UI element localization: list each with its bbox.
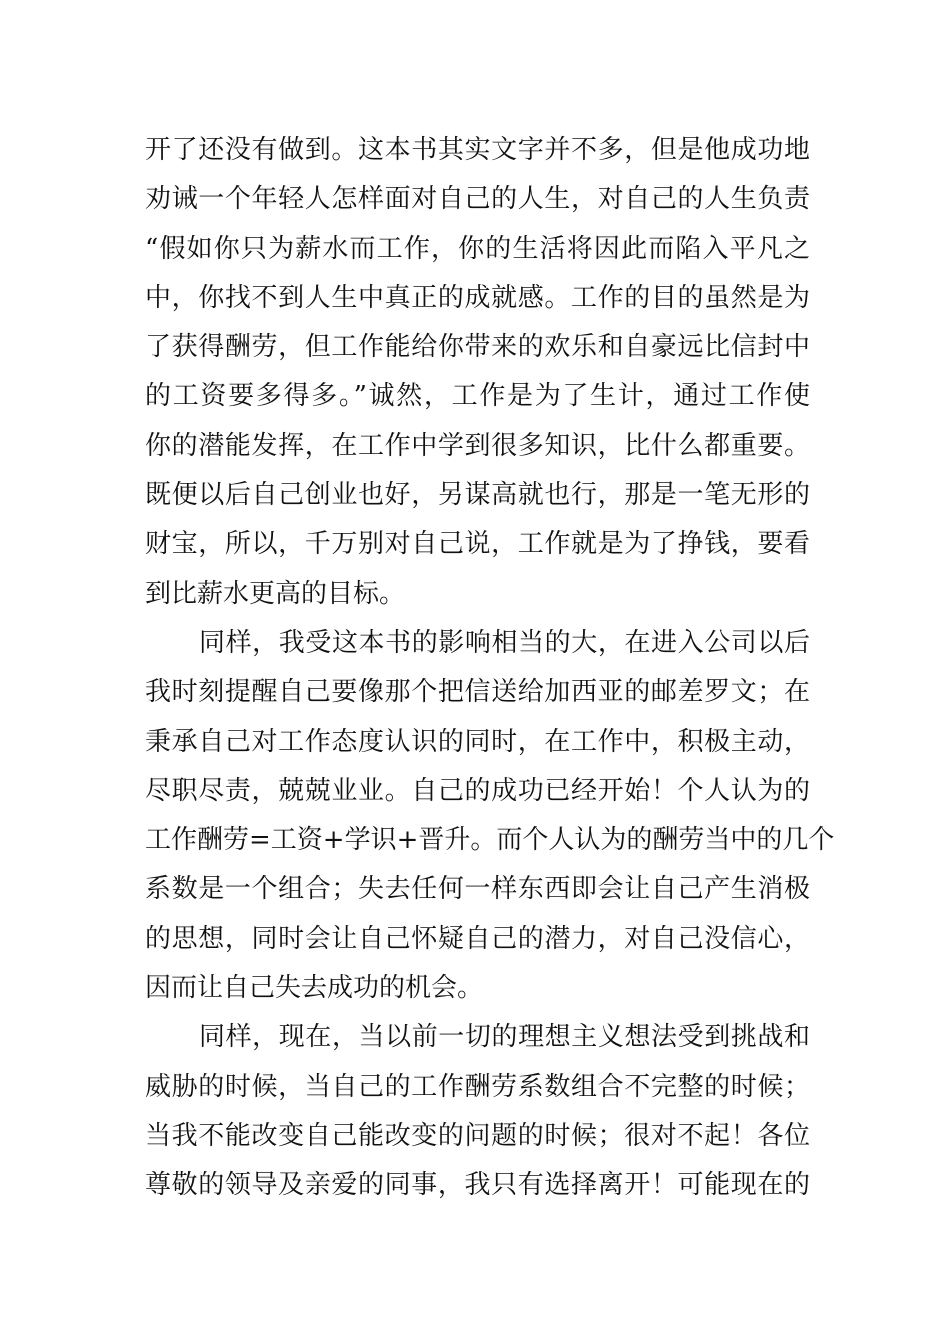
text-line: 工作酬劳=工资+学识+晋升。而个人认为的酬劳当中的几个 — [145, 825, 835, 856]
text-line: 中，你找不到人生中真正的成就感。工作的目的虽然是为 — [145, 282, 810, 313]
text-line: 系数是一个组合；失去任何一样东西即会让自己产生消极 — [145, 874, 810, 905]
text-line: 开了还没有做到。这本书其实文字并不多，但是他成功地 — [145, 135, 810, 165]
text-line: 财宝，所以，千万别对自己说，工作就是为了挣钱，要看 — [145, 529, 810, 560]
paragraph-1 — [145, 126, 810, 619]
text-line: 同样，现在，当以前一切的理想主义想法受到挑战和 — [199, 1022, 810, 1053]
text-line: 的工资要多得多。”诚然，工作是为了生计，通过工作使 — [145, 381, 810, 412]
text-line: 既便以后自己创业也好，另谋高就也行，那是一笔无形的 — [145, 480, 810, 511]
text-line: 劝诫一个年轻人怎样面对自己的人生，对自己的人生负责 — [145, 184, 810, 215]
text-line: 了获得酬劳，但工作能给你带来的欢乐和自豪远比信封中 — [145, 332, 810, 363]
text-line: 秉承自己对工作态度认识的同时，在工作中，积极主动， — [145, 726, 810, 757]
text-line: 因而让自己失去成功的机会。 — [145, 973, 484, 1004]
text-line: 威胁的时候，当自己的工作酬劳系数组合不完整的时候； — [145, 1071, 810, 1102]
paragraph-3 — [145, 1013, 810, 1210]
text-line: 到比薪水更高的目标。 — [145, 578, 406, 609]
text-line: 你的潜能发挥，在工作中学到很多知识，比什么都重要。 — [145, 430, 810, 461]
text-line: 我时刻提醒自己要像那个把信送给加西亚的邮差罗文；在 — [145, 677, 810, 708]
text-line: 同样，我受这本书的影响相当的大，在进入公司以后 — [199, 627, 810, 658]
text-line: “假如你只为薪水而工作，你的生活将因此而陷入平凡之 — [145, 233, 810, 264]
text-line: 的思想，同时会让自己怀疑自己的潜力，对自己没信心， — [145, 923, 810, 954]
text-line: 尽职尽责，兢兢业业。自己的成功已经开始！个人认为的 — [145, 775, 810, 806]
document-body — [145, 126, 835, 1211]
text-line: 尊敬的领导及亲爱的同事，我只有选择离开！可能现在的 — [145, 1170, 810, 1201]
text-line: 当我不能改变自己能改变的问题的时候；很对不起！各位 — [145, 1120, 810, 1151]
paragraph-2 — [145, 619, 835, 1013]
